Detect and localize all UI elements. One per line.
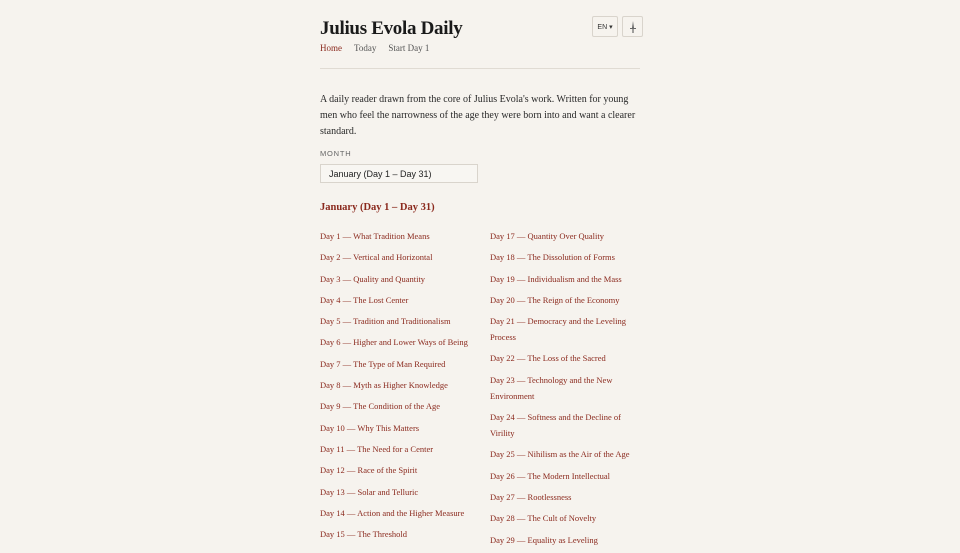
main-nav [320, 43, 441, 53]
day-link[interactable]: Day 15 — The Threshold [320, 529, 408, 540]
nav-link-home[interactable]: Home [320, 43, 342, 53]
dagger-icon-button[interactable] [622, 16, 643, 37]
day-link[interactable]: Day 8 — Myth as Higher Knowledge [320, 380, 448, 391]
nav-link-today[interactable]: Today [354, 43, 377, 53]
language-button[interactable]: EN ▾ [592, 16, 618, 37]
day-link[interactable]: Day 29 — Equality as Leveling [490, 534, 598, 545]
day-link[interactable]: Day 18 — The Dissolution of Forms [490, 252, 615, 263]
day-link[interactable]: Day 26 — The Modern Intellectual [490, 470, 610, 481]
day-link[interactable]: Day 13 — Solar and Telluric [320, 486, 419, 497]
month-select[interactable]: January (Day 1 – Day 31) [320, 164, 478, 183]
month-label: MONTH [320, 149, 352, 158]
day-link[interactable]: Day 7 — The Type of Man Required [320, 358, 446, 369]
day-link[interactable]: Day 24 — Softness and the Decline of Virility [490, 412, 622, 439]
day-link[interactable]: Day 3 — Quality and Quantity [320, 273, 426, 284]
day-link[interactable]: Day 25 — Nihilism as the Air of the Age [490, 449, 630, 460]
day-link[interactable]: Day 11 — The Need for a Center [320, 443, 434, 454]
nav-link-start-day-1[interactable]: Start Day 1 [388, 43, 430, 53]
day-link[interactable]: Day 2 — Vertical and Horizontal [320, 252, 433, 263]
day-link[interactable]: Day 28 — The Cult of Novelty [490, 513, 597, 524]
days-column-right [490, 228, 640, 553]
day-link[interactable]: Day 19 — Individualism and the Mass [490, 273, 622, 284]
site-title[interactable]: Julius Evola Daily [320, 18, 463, 39]
month-heading: January (Day 1 – Day 31) [320, 202, 435, 213]
header-controls [592, 16, 643, 37]
day-link[interactable]: Day 14 — Action and the Higher Measure [320, 507, 465, 518]
day-link[interactable]: Day 10 — Why This Matters [320, 422, 420, 433]
day-link[interactable]: Day 21 — Democracy and the Leveling Process [490, 316, 626, 343]
day-link[interactable]: Day 4 — The Lost Center [320, 294, 409, 305]
day-link[interactable]: Day 6 — Higher and Lower Ways of Being [320, 337, 468, 348]
day-link[interactable]: Day 9 — The Condition of the Age [320, 401, 441, 412]
day-link[interactable]: Day 23 — Technology and the New Environment [490, 374, 613, 401]
day-link[interactable]: Day 5 — Tradition and Traditionalism [320, 316, 451, 327]
header-divider [320, 68, 640, 69]
day-link[interactable]: Day 1 — What Tradition Means [320, 231, 430, 241]
dagger-icon [629, 21, 637, 33]
day-link[interactable]: Day 27 — Rootlessness [490, 491, 572, 502]
day-link[interactable]: Day 20 — The Reign of the Economy [490, 294, 620, 305]
day-link[interactable]: Day 17 — Quantity Over Quality [490, 231, 605, 241]
days-column-left [320, 228, 480, 547]
intro-text: A daily reader drawn from the core of Julius Evola's work. Written for young men who feel the narrowness of the age they were born into and want a clearer standard. [320, 94, 636, 137]
day-link[interactable]: Day 22 — The Loss of the Sacred [490, 353, 606, 364]
day-link[interactable]: Day 12 — Race of the Spirit [320, 465, 418, 476]
